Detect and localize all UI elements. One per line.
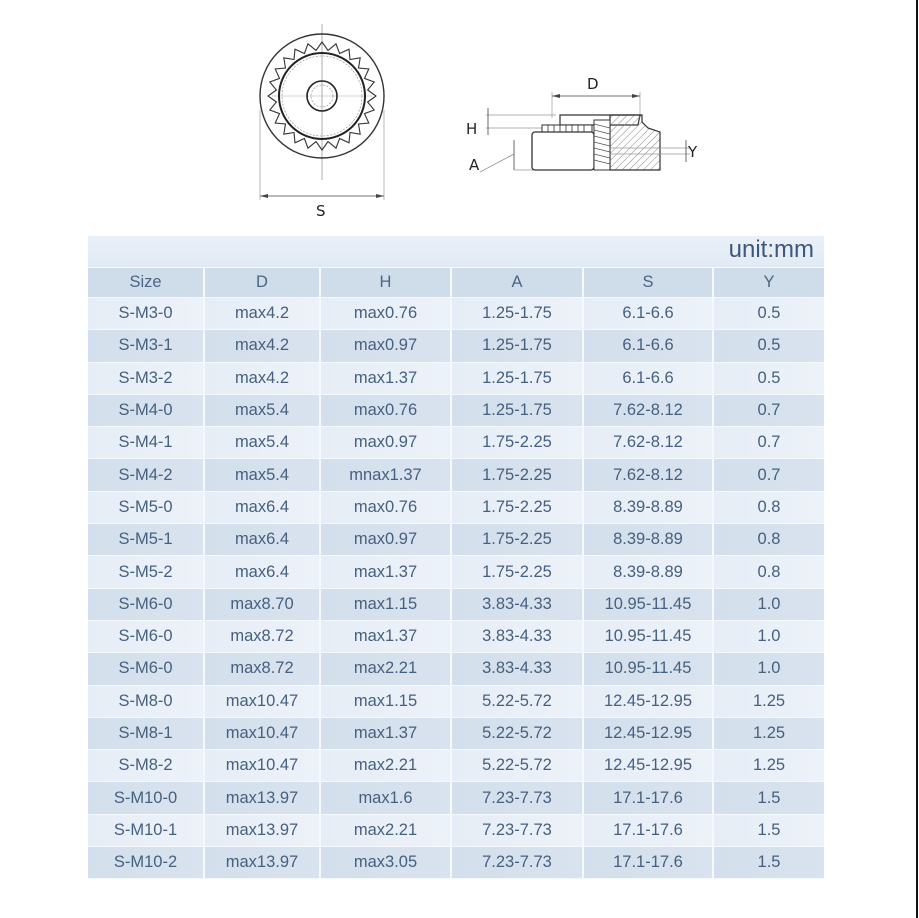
- table-cell: 1.75-2.25: [452, 492, 584, 524]
- table-cell: max1.37: [321, 363, 452, 395]
- table-cell: S-M8-1: [88, 718, 205, 750]
- table-cell: 1.75-2.25: [452, 459, 584, 491]
- table-cell: max6.4: [205, 492, 321, 524]
- table-cell: max6.4: [205, 524, 321, 556]
- table-cell: 5.22-5.72: [452, 686, 584, 718]
- table-cell: 17.1-17.6: [584, 782, 714, 814]
- table-grid: [88, 267, 824, 879]
- table-cell: max13.97: [205, 782, 321, 814]
- table-cell: 0.7: [714, 427, 824, 459]
- table-cell: 10.95-11.45: [584, 653, 714, 685]
- table-cell: 0.5: [714, 298, 824, 330]
- table-cell: 7.62-8.12: [584, 459, 714, 491]
- unit-label: unit:mm: [88, 236, 824, 267]
- table-cell: max10.47: [205, 750, 321, 782]
- specification-table: [88, 236, 824, 879]
- table-cell: S-M4-2: [88, 459, 205, 491]
- table-cell: max1.6: [321, 782, 452, 814]
- table-cell: 6.1-6.6: [584, 330, 714, 362]
- table-cell: 1.75-2.25: [452, 524, 584, 556]
- table-cell: max3.05: [321, 847, 452, 879]
- table-cell: 10.95-11.45: [584, 589, 714, 621]
- table-cell: 12.45-12.95: [584, 750, 714, 782]
- column-header: H: [321, 267, 452, 298]
- column-header: D: [205, 267, 321, 298]
- table-cell: max1.15: [321, 686, 452, 718]
- column-header: Y: [714, 267, 824, 298]
- table-cell: S-M10-0: [88, 782, 205, 814]
- table-cell: max10.47: [205, 718, 321, 750]
- table-cell: max13.97: [205, 847, 321, 879]
- table-cell: max8.72: [205, 621, 321, 653]
- table-cell: max5.4: [205, 459, 321, 491]
- table-cell: max1.37: [321, 718, 452, 750]
- table-cell: 1.5: [714, 847, 824, 879]
- table-cell: 17.1-17.6: [584, 847, 714, 879]
- table-cell: 5.22-5.72: [452, 718, 584, 750]
- table-cell: 7.23-7.73: [452, 782, 584, 814]
- table-cell: 8.39-8.89: [584, 524, 714, 556]
- table-cell: 3.83-4.33: [452, 621, 584, 653]
- table-cell: 7.62-8.12: [584, 427, 714, 459]
- table-cell: 0.5: [714, 363, 824, 395]
- table-cell: 0.8: [714, 524, 824, 556]
- table-cell: max5.4: [205, 395, 321, 427]
- table-cell: max10.47: [205, 686, 321, 718]
- table-cell: 1.25: [714, 750, 824, 782]
- table-cell: max1.15: [321, 589, 452, 621]
- table-cell: max8.70: [205, 589, 321, 621]
- top-view-drawing: [250, 20, 400, 220]
- table-cell: 7.23-7.73: [452, 847, 584, 879]
- table-cell: 1.25: [714, 718, 824, 750]
- table-cell: 1.5: [714, 782, 824, 814]
- table-cell: max2.21: [321, 815, 452, 847]
- table-cell: S-M4-0: [88, 395, 205, 427]
- table-cell: S-M6-0: [88, 653, 205, 685]
- table-cell: 10.95-11.45: [584, 621, 714, 653]
- table-cell: max0.76: [321, 395, 452, 427]
- column-header: A: [452, 267, 584, 298]
- table-cell: 1.25: [714, 686, 824, 718]
- table-cell: max0.97: [321, 427, 452, 459]
- table-cell: max5.4: [205, 427, 321, 459]
- table-cell: max13.97: [205, 815, 321, 847]
- dimension-label-y: Y: [688, 143, 698, 161]
- table-cell: 12.45-12.95: [584, 686, 714, 718]
- table-cell: 17.1-17.6: [584, 815, 714, 847]
- table-cell: S-M3-2: [88, 363, 205, 395]
- table-cell: 1.0: [714, 589, 824, 621]
- table-cell: S-M4-1: [88, 427, 205, 459]
- table-cell: 1.25-1.75: [452, 363, 584, 395]
- table-cell: 1.25-1.75: [452, 395, 584, 427]
- table-cell: 1.0: [714, 621, 824, 653]
- table-cell: 1.25-1.75: [452, 298, 584, 330]
- table-cell: max8.72: [205, 653, 321, 685]
- table-cell: max6.4: [205, 556, 321, 588]
- column-header: Size: [88, 267, 205, 298]
- table-cell: 0.7: [714, 459, 824, 491]
- table-cell: 12.45-12.95: [584, 718, 714, 750]
- table-cell: 8.39-8.89: [584, 556, 714, 588]
- table-cell: 1.0: [714, 653, 824, 685]
- table-cell: max2.21: [321, 750, 452, 782]
- image-border: [916, 0, 918, 918]
- table-cell: 6.1-6.6: [584, 363, 714, 395]
- table-cell: max0.97: [321, 524, 452, 556]
- table-cell: 0.5: [714, 330, 824, 362]
- table-cell: 6.1-6.6: [584, 298, 714, 330]
- table-cell: S-M8-2: [88, 750, 205, 782]
- table-cell: max4.2: [205, 330, 321, 362]
- table-cell: 1.5: [714, 815, 824, 847]
- table-cell: 7.23-7.73: [452, 815, 584, 847]
- table-cell: 3.83-4.33: [452, 589, 584, 621]
- table-cell: S-M5-1: [88, 524, 205, 556]
- table-cell: max1.37: [321, 621, 452, 653]
- dimension-label-a: A: [469, 156, 480, 174]
- dimension-label-s: S: [316, 202, 326, 220]
- table-cell: max0.76: [321, 492, 452, 524]
- table-cell: 0.7: [714, 395, 824, 427]
- table-cell: max0.76: [321, 298, 452, 330]
- dimension-label-d: D: [587, 75, 599, 93]
- table-cell: S-M3-1: [88, 330, 205, 362]
- table-cell: S-M10-2: [88, 847, 205, 879]
- table-cell: max2.21: [321, 653, 452, 685]
- table-cell: max0.97: [321, 330, 452, 362]
- table-cell: 1.25-1.75: [452, 330, 584, 362]
- table-cell: S-M6-0: [88, 621, 205, 653]
- table-cell: 5.22-5.72: [452, 750, 584, 782]
- table-cell: mnax1.37: [321, 459, 452, 491]
- table-cell: 0.8: [714, 556, 824, 588]
- side-view-drawing: [460, 70, 720, 185]
- table-cell: S-M3-0: [88, 298, 205, 330]
- table-cell: max1.37: [321, 556, 452, 588]
- table-cell: 0.8: [714, 492, 824, 524]
- table-cell: max4.2: [205, 363, 321, 395]
- nut-top-view-icon: [250, 20, 400, 205]
- table-cell: S-M5-2: [88, 556, 205, 588]
- table-cell: S-M6-0: [88, 589, 205, 621]
- column-header: S: [584, 267, 714, 298]
- table-cell: 1.75-2.25: [452, 427, 584, 459]
- table-cell: S-M5-0: [88, 492, 205, 524]
- table-cell: 7.62-8.12: [584, 395, 714, 427]
- table-cell: S-M8-0: [88, 686, 205, 718]
- table-cell: max4.2: [205, 298, 321, 330]
- table-cell: S-M10-1: [88, 815, 205, 847]
- dimension-label-h: H: [466, 120, 478, 138]
- table-cell: 1.75-2.25: [452, 556, 584, 588]
- table-cell: 8.39-8.89: [584, 492, 714, 524]
- table-cell: 3.83-4.33: [452, 653, 584, 685]
